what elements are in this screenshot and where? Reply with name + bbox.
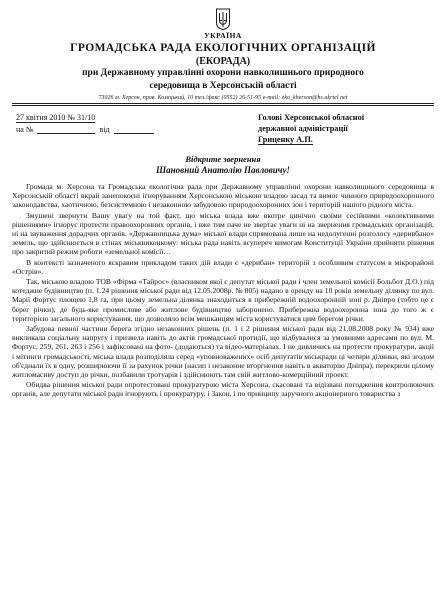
letterhead bbox=[12, 8, 434, 106]
paragraph: Обидва рішення міської ради опротестовані прокуратурою міста Херсона, скасовані та відізвані погодження контролюючих органів, але депутати міської ради ігнорують і прокуратуру, і Закон, і по принципу заручного акціонерного товариства з bbox=[12, 380, 434, 399]
date-number: 27 квітня 2010 № 31/10 bbox=[16, 113, 96, 122]
organization-title: ГРОМАДСЬКА РАДА ЕКОЛОГІЧНИХ ОРГАНІЗАЦІЙ bbox=[70, 42, 376, 54]
letter-subject: Відкрите звернення bbox=[185, 154, 261, 164]
reference-block bbox=[12, 110, 434, 154]
recipient-block bbox=[258, 112, 444, 145]
letter-body bbox=[12, 182, 434, 399]
country-name: УКРАЇНА bbox=[204, 31, 242, 40]
paragraph: Змушені звернути Вашу увагу на той факт, що міська влада вже вкотре цинічно своїми сесійними «колективними рішеннями» ігнорує протести правоохоронних органів, і вже тим паче не звертає уваги ні на звернення громадських організацій, ні на зауваження дорадчих органів. «Державницька дума» міської влади спрямована лише на недолугенні розголосу «деривбано» земель, що здійснюється в стінах міськвиконкому: міська рада навіть всупереч вимогам Конституції України прийняти рішення про закритий режим роботи «земельної комісії… bbox=[12, 210, 434, 257]
incoming-date-label: від bbox=[99, 125, 110, 134]
header-divider bbox=[12, 103, 434, 104]
incoming-no-label: на № bbox=[16, 125, 34, 134]
recipient-line-3: Гриценку А.П. bbox=[258, 135, 313, 144]
paragraph: В контексті зазначеного яскравим прикладом таких дій влади є «дерибан» територій з особливим статусом в мікрорайоні «Острів». bbox=[12, 257, 434, 276]
contact-line: 73026 м. Херсон, пров. Козацький, 10 тел./факс (0552) 26-51-95 e-mail: eko_kherson@hs.ukrtel.net bbox=[98, 95, 348, 101]
header-divider-thin bbox=[12, 105, 434, 106]
affiliation-line-1: при Державному управлінні охорони навколишнього природного bbox=[82, 68, 364, 78]
organization-abbreviation: (ЕКОРАДА) bbox=[195, 56, 251, 67]
recipient-line-2: державної адміністрації bbox=[258, 124, 348, 133]
letter-salutation: Шановний Анатолію Павловичу! bbox=[156, 165, 290, 175]
incoming-date-blank bbox=[114, 133, 154, 134]
paragraph: Громада м. Херсона та Громадська екологічна рада при Державному управлінні охорони навколишнього середовища в Херсонській області вкрай занепокоєні ігноруванням Херсонською міською владою засад та вимог чинного природоохоронного законодавства, хаотичною, безсистемною і незаконною забудовою природоохоронних зон і територій нашого рідного міста. bbox=[12, 182, 434, 210]
paragraph: Забудова певної частини берега згідно незаконних рішень (п. 1 і 2 рішення міської ради від 21.08.2008 року № 934) вже викликала соціальну напругу і призвела навіть до актів громадської протидії, що відбувалися за умовними адресами по вул. М. Фортус, 259, 261, 263 і 256 і зафіксовані на фото- (додаються) та відео-матеріалах. І не дивлячись на протести прокуратури, акції і мітинги громадськості, міська влада розподіляла серед «уповноважених» осіб депутатів міськради ці чотири ділянки, які згодом об'єднали їх в одну, розширюючи її за рахунок річки (насип і незаконне вторгнення навіть в акваторію Дніпра), перекрили цілому житломасиву доступ до річки, позбавили тротуарів і здійснюють там свій житлово-комерційний проект. bbox=[12, 324, 434, 380]
affiliation-line-2: середовища в Херсонській області bbox=[149, 80, 297, 91]
incoming-no-blank bbox=[37, 133, 95, 134]
outgoing-reference bbox=[16, 112, 206, 134]
recipient-line-1: Голові Херсонської обласної bbox=[258, 113, 365, 122]
trident-emblem-icon bbox=[215, 8, 231, 30]
paragraph: Так, міською владою ТОВ «Фірма «Тайрос» (власником якої є депутат міської ради і член земельної комісії Больбот Д.О.) під котеджне будівництво (п. 1.24 рішення міської ради від 12.05.2008р. № 805) надано в оренду на 10 років земельну ділянку по вул. Марії Фортус площею 1,8 га, при цьому земельна ділянка знаходиться в прибережній водоохоронній зоні р. Дніпро (тобто це є берег річки), де будь-яке промислове або житлове будівництво заборонено. Прибережна водоохоронна зона до того ж є територією загального користування, що дозволяло всім мешканцям міста користуватися цим берегом річки. bbox=[12, 277, 434, 323]
